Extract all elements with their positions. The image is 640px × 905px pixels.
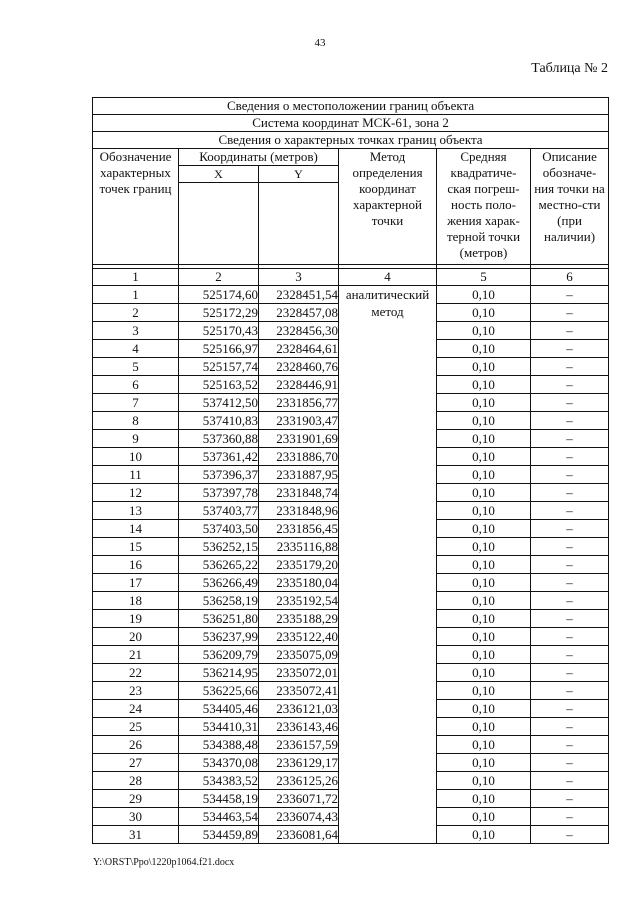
coordinate-y: 2331903,47 — [259, 412, 339, 430]
header-y: Y — [259, 166, 339, 183]
description-value: – — [531, 358, 609, 376]
point-number: 14 — [93, 520, 179, 538]
banner-row — [93, 132, 609, 149]
coordinate-y: 2331848,96 — [259, 502, 339, 520]
description-value: – — [531, 394, 609, 412]
description-value: – — [531, 736, 609, 754]
description-value: – — [531, 340, 609, 358]
coordinate-x: 525163,52 — [179, 376, 259, 394]
point-number: 28 — [93, 772, 179, 790]
description-value: – — [531, 664, 609, 682]
coordinate-x: 536252,15 — [179, 538, 259, 556]
coordinate-x: 536214,95 — [179, 664, 259, 682]
accuracy-value: 0,10 — [437, 286, 531, 304]
description-value: – — [531, 592, 609, 610]
coordinate-y: 2336074,43 — [259, 808, 339, 826]
column-number: 6 — [531, 269, 609, 286]
point-number: 23 — [93, 682, 179, 700]
coordinate-y: 2336129,17 — [259, 754, 339, 772]
page-number: 43 — [314, 37, 326, 49]
point-number: 5 — [93, 358, 179, 376]
coordinate-y: 2331901,69 — [259, 430, 339, 448]
coordinate-x: 536209,79 — [179, 646, 259, 664]
coordinate-x: 534388,48 — [179, 736, 259, 754]
accuracy-value: 0,10 — [437, 412, 531, 430]
description-value: – — [531, 646, 609, 664]
accuracy-value: 0,10 — [437, 610, 531, 628]
point-number: 26 — [93, 736, 179, 754]
footer-file-path: Y:\ORST\Ppo\1220p1064.f21.docx — [93, 857, 235, 868]
header-row — [93, 149, 609, 166]
description-value: – — [531, 466, 609, 484]
coordinate-x: 537360,88 — [179, 430, 259, 448]
point-number: 1 — [93, 286, 179, 304]
coordinate-y: 2335072,41 — [259, 682, 339, 700]
accuracy-value: 0,10 — [437, 574, 531, 592]
point-number: 8 — [93, 412, 179, 430]
accuracy-value: 0,10 — [437, 700, 531, 718]
coordinate-x: 537397,78 — [179, 484, 259, 502]
coordinate-y: 2331856,77 — [259, 394, 339, 412]
coordinate-y: 2335122,40 — [259, 628, 339, 646]
point-number: 3 — [93, 322, 179, 340]
accuracy-value: 0,10 — [437, 826, 531, 844]
point-number: 6 — [93, 376, 179, 394]
column-number: 4 — [339, 269, 437, 286]
point-number: 21 — [93, 646, 179, 664]
coordinate-x: 536265,22 — [179, 556, 259, 574]
accuracy-value: 0,10 — [437, 358, 531, 376]
coordinate-y: 2335180,04 — [259, 574, 339, 592]
coordinate-y: 2331886,70 — [259, 448, 339, 466]
accuracy-value: 0,10 — [437, 466, 531, 484]
coordinate-x: 534383,52 — [179, 772, 259, 790]
point-number: 27 — [93, 754, 179, 772]
point-number: 16 — [93, 556, 179, 574]
accuracy-value: 0,10 — [437, 304, 531, 322]
coordinate-y: 2336071,72 — [259, 790, 339, 808]
header-coordinates: Координаты (метров) — [179, 149, 339, 166]
accuracy-value: 0,10 — [437, 430, 531, 448]
coordinate-x: 536258,19 — [179, 592, 259, 610]
coordinate-x: 537396,37 — [179, 466, 259, 484]
description-value: – — [531, 682, 609, 700]
point-number: 11 — [93, 466, 179, 484]
description-value: – — [531, 754, 609, 772]
coordinate-x: 534458,19 — [179, 790, 259, 808]
accuracy-value: 0,10 — [437, 538, 531, 556]
point-number: 17 — [93, 574, 179, 592]
description-value: – — [531, 448, 609, 466]
accuracy-value: 0,10 — [437, 754, 531, 772]
description-value: – — [531, 790, 609, 808]
description-value: – — [531, 808, 609, 826]
coordinate-x: 537403,50 — [179, 520, 259, 538]
accuracy-value: 0,10 — [437, 664, 531, 682]
column-number: 2 — [179, 269, 259, 286]
coordinate-y: 2336121,03 — [259, 700, 339, 718]
coordinate-x: 525172,29 — [179, 304, 259, 322]
coordinate-y: 2335188,29 — [259, 610, 339, 628]
banner-location: Сведения о местоположении границ объекта — [93, 98, 609, 115]
boundary-points-table — [92, 97, 609, 844]
coordinate-y: 2335075,09 — [259, 646, 339, 664]
table-title: Таблица № 2 — [531, 61, 608, 76]
accuracy-value: 0,10 — [437, 340, 531, 358]
accuracy-value: 0,10 — [437, 682, 531, 700]
header-accuracy: Средняя квадратиче-ская погреш-ность поло-жения харак-терной точки (метров) — [437, 149, 531, 265]
coordinate-x: 536251,80 — [179, 610, 259, 628]
accuracy-value: 0,10 — [437, 556, 531, 574]
coordinate-x: 536266,49 — [179, 574, 259, 592]
coordinate-x: 525166,97 — [179, 340, 259, 358]
accuracy-value: 0,10 — [437, 376, 531, 394]
coordinate-x: 534405,46 — [179, 700, 259, 718]
description-value: – — [531, 700, 609, 718]
point-number: 29 — [93, 790, 179, 808]
point-number: 20 — [93, 628, 179, 646]
accuracy-value: 0,10 — [437, 322, 531, 340]
coordinate-y: 2336143,46 — [259, 718, 339, 736]
description-value: – — [531, 772, 609, 790]
description-value: – — [531, 430, 609, 448]
description-value: – — [531, 484, 609, 502]
coordinate-y: 2328460,76 — [259, 358, 339, 376]
coordinate-x: 534459,89 — [179, 826, 259, 844]
point-number: 18 — [93, 592, 179, 610]
table-body — [93, 286, 609, 844]
point-number: 24 — [93, 700, 179, 718]
accuracy-value: 0,10 — [437, 520, 531, 538]
accuracy-value: 0,10 — [437, 628, 531, 646]
coordinate-x: 525170,43 — [179, 322, 259, 340]
coordinate-y: 2336157,59 — [259, 736, 339, 754]
point-number: 10 — [93, 448, 179, 466]
accuracy-value: 0,10 — [437, 736, 531, 754]
method-cell — [339, 286, 437, 844]
banner-row — [93, 115, 609, 132]
accuracy-value: 0,10 — [437, 484, 531, 502]
coordinate-y: 2335116,88 — [259, 538, 339, 556]
coordinate-x: 536237,99 — [179, 628, 259, 646]
coordinate-y: 2331856,45 — [259, 520, 339, 538]
coordinate-y: 2331887,95 — [259, 466, 339, 484]
description-value: – — [531, 520, 609, 538]
accuracy-value: 0,10 — [437, 718, 531, 736]
point-number: 30 — [93, 808, 179, 826]
header-method: Метод определения координат характерной точки — [339, 149, 437, 265]
description-value: – — [531, 286, 609, 304]
point-number: 4 — [93, 340, 179, 358]
coordinate-y: 2335072,01 — [259, 664, 339, 682]
point-number: 9 — [93, 430, 179, 448]
banner-characteristic-points: Сведения о характерных точках границ объекта — [93, 132, 609, 149]
column-number-row — [93, 269, 609, 286]
coordinate-y: 2331848,74 — [259, 484, 339, 502]
coordinate-y: 2336125,26 — [259, 772, 339, 790]
point-number: 7 — [93, 394, 179, 412]
point-number: 25 — [93, 718, 179, 736]
coordinate-x: 534370,08 — [179, 754, 259, 772]
header-designation: Обозначение характерных точек границ — [93, 149, 179, 265]
coordinate-x: 525157,74 — [179, 358, 259, 376]
accuracy-value: 0,10 — [437, 808, 531, 826]
coordinate-x: 537412,50 — [179, 394, 259, 412]
description-value: – — [531, 718, 609, 736]
description-value: – — [531, 376, 609, 394]
accuracy-value: 0,10 — [437, 592, 531, 610]
coordinate-x: 537403,77 — [179, 502, 259, 520]
table-row — [93, 286, 609, 304]
accuracy-value: 0,10 — [437, 646, 531, 664]
coordinate-y: 2328446,91 — [259, 376, 339, 394]
point-number: 13 — [93, 502, 179, 520]
coordinate-y: 2336081,64 — [259, 826, 339, 844]
column-number: 1 — [93, 269, 179, 286]
accuracy-value: 0,10 — [437, 772, 531, 790]
point-number: 19 — [93, 610, 179, 628]
point-number: 31 — [93, 826, 179, 844]
method-text: метод — [371, 304, 404, 319]
banner-row — [93, 98, 609, 115]
coordinate-x: 534463,54 — [179, 808, 259, 826]
method-text: аналитический — [345, 287, 430, 302]
header-description: Описание обозначе-ния точки на местно-сти (при наличии) — [531, 149, 609, 265]
description-value: – — [531, 412, 609, 430]
coordinate-x: 525174,60 — [179, 286, 259, 304]
accuracy-value: 0,10 — [437, 394, 531, 412]
coordinate-y: 2335179,20 — [259, 556, 339, 574]
coordinate-x: 537410,83 — [179, 412, 259, 430]
header-x: X — [179, 166, 259, 183]
point-number: 2 — [93, 304, 179, 322]
description-value: – — [531, 826, 609, 844]
banner-coordinate-system: Система координат МСК-61, зона 2 — [93, 115, 609, 132]
coordinate-x: 536225,66 — [179, 682, 259, 700]
coordinate-y: 2328451,54 — [259, 286, 339, 304]
point-number: 15 — [93, 538, 179, 556]
description-value: – — [531, 538, 609, 556]
point-number: 22 — [93, 664, 179, 682]
description-value: – — [531, 556, 609, 574]
description-value: – — [531, 610, 609, 628]
accuracy-value: 0,10 — [437, 502, 531, 520]
coordinate-x: 537361,42 — [179, 448, 259, 466]
column-number: 5 — [437, 269, 531, 286]
coordinate-x: 534410,31 — [179, 718, 259, 736]
description-value: – — [531, 574, 609, 592]
column-number: 3 — [259, 269, 339, 286]
description-value: – — [531, 304, 609, 322]
coordinate-y: 2328456,30 — [259, 322, 339, 340]
coordinate-y: 2328464,61 — [259, 340, 339, 358]
description-value: – — [531, 628, 609, 646]
coordinate-y: 2335192,54 — [259, 592, 339, 610]
accuracy-value: 0,10 — [437, 790, 531, 808]
point-number: 12 — [93, 484, 179, 502]
coordinate-y: 2328457,08 — [259, 304, 339, 322]
accuracy-value: 0,10 — [437, 448, 531, 466]
description-value: – — [531, 322, 609, 340]
description-value: – — [531, 502, 609, 520]
